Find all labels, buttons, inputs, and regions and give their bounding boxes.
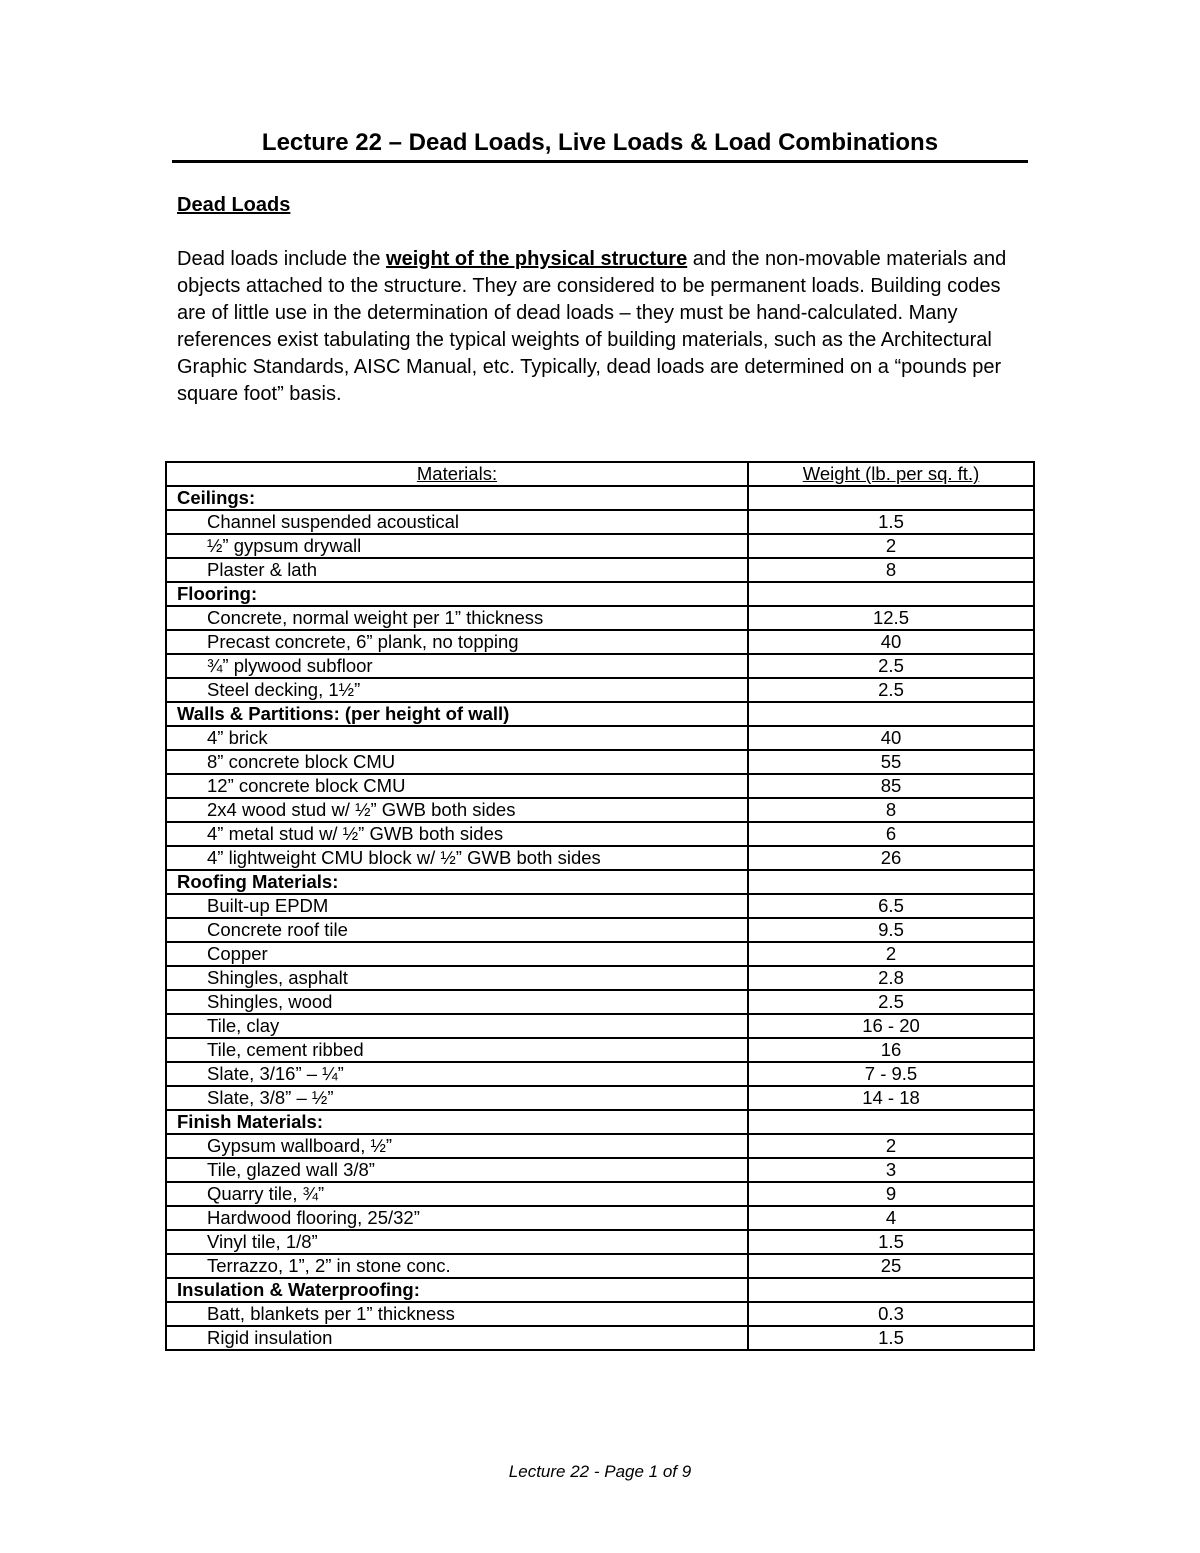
material-name: Slate, 3/8” – ½” bbox=[166, 1086, 748, 1110]
category-weight-empty bbox=[748, 1278, 1034, 1302]
table-row bbox=[166, 1206, 1034, 1230]
table-row bbox=[166, 510, 1034, 534]
table-category-row bbox=[166, 702, 1034, 726]
material-weight: 2 bbox=[748, 942, 1034, 966]
material-weight: 0.3 bbox=[748, 1302, 1034, 1326]
category-label: Roofing Materials: bbox=[166, 870, 748, 894]
category-weight-empty bbox=[748, 702, 1034, 726]
material-weight: 26 bbox=[748, 846, 1034, 870]
category-label: Finish Materials: bbox=[166, 1110, 748, 1134]
material-name: Slate, 3/16” – ¼” bbox=[166, 1062, 748, 1086]
material-name: Channel suspended acoustical bbox=[166, 510, 748, 534]
paragraph-text-before: Dead loads include the bbox=[177, 248, 387, 270]
category-label: Walls & Partitions: (per height of wall) bbox=[166, 702, 748, 726]
material-name: Concrete, normal weight per 1” thickness bbox=[166, 606, 748, 630]
table-row bbox=[166, 630, 1034, 654]
material-weight: 7 - 9.5 bbox=[748, 1062, 1034, 1086]
material-weight: 25 bbox=[748, 1254, 1034, 1278]
material-weight: 8 bbox=[748, 558, 1034, 582]
table-row bbox=[166, 966, 1034, 990]
table-row bbox=[166, 678, 1034, 702]
table-row bbox=[166, 726, 1034, 750]
material-name: Vinyl tile, 1/8” bbox=[166, 1230, 748, 1254]
category-label: Insulation & Waterproofing: bbox=[166, 1278, 748, 1302]
table-row bbox=[166, 1158, 1034, 1182]
material-weight: 2.5 bbox=[748, 678, 1034, 702]
table-row bbox=[166, 1014, 1034, 1038]
material-weight: 2.5 bbox=[748, 654, 1034, 678]
category-weight-empty bbox=[748, 582, 1034, 606]
material-weight: 9 bbox=[748, 1182, 1034, 1206]
material-name: Quarry tile, ¾” bbox=[166, 1182, 748, 1206]
table-row bbox=[166, 918, 1034, 942]
material-name: ¾” plywood subfloor bbox=[166, 654, 748, 678]
category-weight-empty bbox=[748, 1110, 1034, 1134]
table-row bbox=[166, 534, 1034, 558]
material-weight: 16 - 20 bbox=[748, 1014, 1034, 1038]
material-weight: 16 bbox=[748, 1038, 1034, 1062]
material-name: Copper bbox=[166, 942, 748, 966]
material-weight: 9.5 bbox=[748, 918, 1034, 942]
material-weight: 85 bbox=[748, 774, 1034, 798]
material-weight: 2 bbox=[748, 1134, 1034, 1158]
material-name: 12” concrete block CMU bbox=[166, 774, 748, 798]
table-category-row bbox=[166, 870, 1034, 894]
table-row bbox=[166, 750, 1034, 774]
material-weight: 14 - 18 bbox=[748, 1086, 1034, 1110]
material-weight: 2 bbox=[748, 534, 1034, 558]
material-name: ½” gypsum drywall bbox=[166, 534, 748, 558]
material-weight: 3 bbox=[748, 1158, 1034, 1182]
material-name: 4” brick bbox=[166, 726, 748, 750]
table-row bbox=[166, 1062, 1034, 1086]
category-weight-empty bbox=[748, 486, 1034, 510]
table-row bbox=[166, 846, 1034, 870]
material-name: Terrazzo, 1”, 2” in stone conc. bbox=[166, 1254, 748, 1278]
table-row bbox=[166, 606, 1034, 630]
material-name: Gypsum wallboard, ½” bbox=[166, 1134, 748, 1158]
material-weight: 2.5 bbox=[748, 990, 1034, 1014]
header-weight: Weight (lb. per sq. ft.) bbox=[748, 462, 1034, 486]
material-weight: 1.5 bbox=[748, 510, 1034, 534]
table-header-row bbox=[166, 462, 1034, 486]
dead-loads-table bbox=[165, 461, 1035, 1351]
material-weight: 55 bbox=[748, 750, 1034, 774]
category-label: Flooring: bbox=[166, 582, 748, 606]
table-row bbox=[166, 822, 1034, 846]
table-row bbox=[166, 1254, 1034, 1278]
title-underline bbox=[172, 160, 1028, 163]
material-name: Tile, glazed wall 3/8” bbox=[166, 1158, 748, 1182]
table-category-row bbox=[166, 1110, 1034, 1134]
material-name: Rigid insulation bbox=[166, 1326, 748, 1350]
table-row bbox=[166, 1326, 1034, 1350]
table-row bbox=[166, 1230, 1034, 1254]
material-weight: 6 bbox=[748, 822, 1034, 846]
material-name: Tile, clay bbox=[166, 1014, 748, 1038]
table-category-row bbox=[166, 1278, 1034, 1302]
material-name: Shingles, wood bbox=[166, 990, 748, 1014]
material-weight: 2.8 bbox=[748, 966, 1034, 990]
section-heading: Dead Loads bbox=[177, 194, 291, 216]
material-name: 4” metal stud w/ ½” GWB both sides bbox=[166, 822, 748, 846]
table-row bbox=[166, 1038, 1034, 1062]
table-row bbox=[166, 798, 1034, 822]
table-row bbox=[166, 774, 1034, 798]
material-name: 2x4 wood stud w/ ½” GWB both sides bbox=[166, 798, 748, 822]
table-row bbox=[166, 558, 1034, 582]
table-category-row bbox=[166, 582, 1034, 606]
material-name: Plaster & lath bbox=[166, 558, 748, 582]
page-footer: Lecture 22 - Page 1 of 9 bbox=[508, 1462, 692, 1481]
table-row bbox=[166, 1302, 1034, 1326]
table-category-row bbox=[166, 486, 1034, 510]
intro-paragraph bbox=[177, 246, 1027, 408]
material-name: 4” lightweight CMU block w/ ½” GWB both sides bbox=[166, 846, 748, 870]
table-row bbox=[166, 654, 1034, 678]
material-weight: 6.5 bbox=[748, 894, 1034, 918]
material-name: 8” concrete block CMU bbox=[166, 750, 748, 774]
material-name: Hardwood flooring, 25/32” bbox=[166, 1206, 748, 1230]
material-name: Built-up EPDM bbox=[166, 894, 748, 918]
material-weight: 40 bbox=[748, 630, 1034, 654]
table-row bbox=[166, 1134, 1034, 1158]
material-name: Tile, cement ribbed bbox=[166, 1038, 748, 1062]
table-row bbox=[166, 1182, 1034, 1206]
category-weight-empty bbox=[748, 870, 1034, 894]
material-weight: 4 bbox=[748, 1206, 1034, 1230]
table-row bbox=[166, 990, 1034, 1014]
page-title: Lecture 22 – Dead Loads, Live Loads & Load Combinations bbox=[261, 129, 939, 156]
table-row bbox=[166, 1086, 1034, 1110]
material-name: Steel decking, 1½” bbox=[166, 678, 748, 702]
material-weight: 1.5 bbox=[748, 1326, 1034, 1350]
material-name: Precast concrete, 6” plank, no topping bbox=[166, 630, 748, 654]
table-row bbox=[166, 894, 1034, 918]
material-name: Batt, blankets per 1” thickness bbox=[166, 1302, 748, 1326]
material-weight: 12.5 bbox=[748, 606, 1034, 630]
header-materials: Materials: bbox=[166, 462, 748, 486]
paragraph-emphasis: weight of the physical structure bbox=[386, 248, 688, 270]
material-weight: 40 bbox=[748, 726, 1034, 750]
material-weight: 8 bbox=[748, 798, 1034, 822]
category-label: Ceilings: bbox=[166, 486, 748, 510]
table-body bbox=[166, 486, 1034, 1350]
table-row bbox=[166, 942, 1034, 966]
paragraph-text-after: and the non-movable materials and objects attached to the structure. They are considered to be permanent loads. Building codes are of little use in the determination of dead loads – they must be hand-calculated. Many references exist tabulating the typical weights of building materials, such as the Architectural Graphic Standards, AISC Manual, etc. Typically, dead loads are determined on a “pounds per square foot” basis. bbox=[177, 248, 1007, 405]
material-weight: 1.5 bbox=[748, 1230, 1034, 1254]
material-name: Concrete roof tile bbox=[166, 918, 748, 942]
material-name: Shingles, asphalt bbox=[166, 966, 748, 990]
